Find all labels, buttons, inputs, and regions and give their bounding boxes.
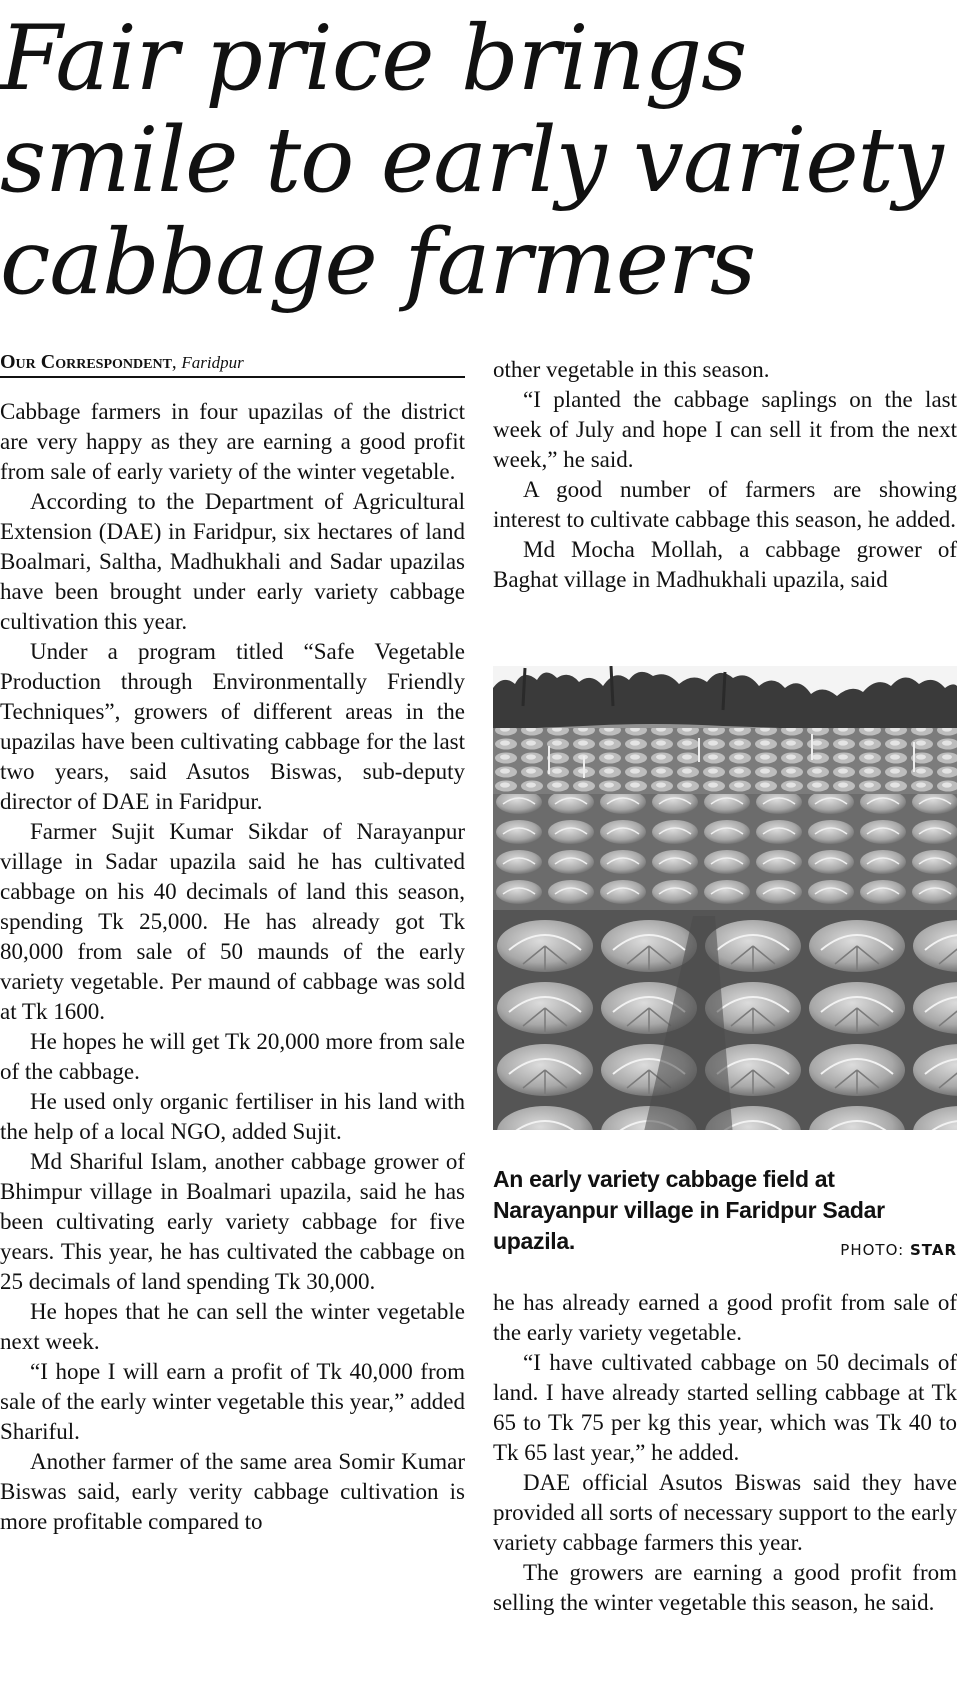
- article-column-2-bottom: [493, 1288, 957, 1618]
- paragraph: He used only organic fertiliser in his land with the help of a local NGO, added Sujit.: [0, 1089, 465, 1144]
- paragraph: He hopes he will get Tk 20,000 more from sale of the cabbage.: [0, 1029, 465, 1084]
- photo-credit-source: STAR: [909, 1241, 957, 1259]
- photo-caption: An early variety cabbage field at Narayanpur village in Faridpur Sadar upazila.: [493, 1166, 885, 1254]
- paragraph: other vegetable in this season.: [493, 357, 770, 382]
- paragraph: Under a program titled “Safe Vegetable Production through Environmentally Friendly Techniques”, growers of different areas in the upazilas have been cultivating cabbage for the last two years, said Asutos Biswas, sub-deputy director of DAE in Faridpur.: [0, 639, 465, 814]
- paragraph: DAE official Asutos Biswas said they have provided all sorts of necessary support to the early variety cabbage farmers this year.: [493, 1470, 957, 1555]
- article-column-1: [0, 397, 465, 1537]
- paragraph: Md Mocha Mollah, a cabbage grower of Baghat village in Madhukhali upazila, said: [493, 537, 957, 592]
- paragraph: “I planted the cabbage saplings on the last week of July and hope I can sell it from the next week,” he said.: [493, 387, 957, 472]
- paragraph: Another farmer of the same area Somir Kumar Biswas said, early verity cabbage cultivation is more profitable compared to: [0, 1449, 465, 1534]
- byline: [0, 348, 465, 378]
- photo-credit-label: PHOTO:: [840, 1241, 910, 1259]
- byline-author: Our Correspondent: [0, 351, 172, 373]
- cabbage-field-photo: [493, 666, 957, 1130]
- paragraph: According to the Department of Agricultural Extension (DAE) in Faridpur, six hectares of land Boalmari, Saltha, Madhukhali and Sadar upazilas have been brought under early variety cabbage cultivation this year.: [0, 489, 465, 634]
- headline: Fair price brings smile to early variety cabbage farmers: [0, 6, 943, 315]
- paragraph: he has already earned a good profit from sale of the early variety vegetable.: [493, 1290, 957, 1345]
- paragraph: He hopes that he can sell the winter vegetable next week.: [0, 1299, 465, 1354]
- byline-place: Faridpur: [181, 353, 244, 372]
- photo-credit: [840, 1240, 957, 1260]
- paragraph: Farmer Sujit Kumar Sikdar of Narayanpur village in Sadar upazila said he has cultivated cabbage on his 40 decimals of land this season, spending Tk 25,000. He has already got Tk 80,000 from sale of 50 maunds of the early variety vegetable. Per maund of cabbage was sold at Tk 1600.: [0, 819, 465, 1024]
- paragraph: Cabbage farmers in four upazilas of the district are very happy as they are earning a good profit from sale of early variety of the winter vegetable.: [0, 399, 465, 484]
- paragraph: “I have cultivated cabbage on 50 decimals of land. I have already started selling cabbage at Tk 65 to Tk 75 per kg this year, which was Tk 40 to Tk 65 last year,” he added.: [493, 1350, 957, 1465]
- byline-separator: ,: [171, 352, 182, 373]
- paragraph: A good number of farmers are showing interest to cultivate cabbage this season, he added.: [493, 477, 957, 532]
- article-column-2-top: [493, 355, 957, 595]
- paragraph: “I hope I will earn a profit of Tk 40,000 from sale of the early winter vegetable this year,” added Shariful.: [0, 1359, 465, 1444]
- paragraph: The growers are earning a good profit from selling the winter vegetable this season, he said.: [493, 1560, 957, 1615]
- paragraph: Md Shariful Islam, another cabbage grower of Bhimpur village in Boalmari upazila, said he has been cultivating early variety cabbage for five years. This year, he has cultivated the cabbage on 25 decimals of land spending Tk 30,000.: [0, 1149, 465, 1294]
